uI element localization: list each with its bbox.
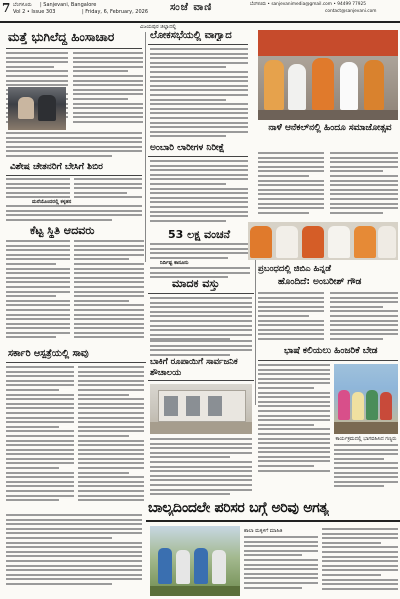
article-text (258, 152, 324, 224)
section-label: ವಿಜಯಪುರ ಜಿಲ್ಲಾದಲ್ಲಿ (140, 24, 177, 30)
event-photo (258, 30, 398, 120)
article-text (6, 514, 142, 594)
headline: ಮಾದಕ ವಸ್ತು (172, 277, 220, 290)
article-text (258, 292, 324, 350)
school-photo (334, 364, 398, 434)
contact-line: ಬೆಂಗಳೂರು • sanjevanimedia@gmail.com • 94499 77925 (250, 2, 366, 7)
article-text (150, 160, 248, 230)
headline: ಅಂಬಾರಿ ಲಾರೀಗಳ ನಿರೀಕ್ಷೆ (150, 143, 225, 153)
article-text (330, 292, 398, 350)
masthead-logo: ಸಂಜೆ ವಾಣಿ (170, 2, 213, 13)
article-text (330, 152, 398, 224)
headline: ಭಾಷೆ ಕಲಿಯಲು ಹಿಂಜರಿಕೆ ಬೇಡ (284, 346, 378, 356)
toilet-photo (150, 384, 252, 434)
column-rule (145, 32, 146, 262)
headline: ಕೆಟ್ಟ ಸ್ಥಿತಿ ಆದವರು (30, 224, 95, 237)
volume-label: Vol 2 • Issue 303 (13, 9, 56, 15)
article-text (74, 178, 142, 204)
headline: 53 ಲಕ್ಷ ವಂಚನೆ (168, 228, 231, 241)
page-number: 7 (2, 1, 11, 15)
headline: ಹೊಂದಿದೆ: ಅಂಬರೀಶ್ ಗೌಡ (278, 277, 362, 287)
subheading: ಮನೆಯೊಂದರಲ್ಲಿ ಕಳ್ಳತನ (32, 199, 72, 205)
headline: ಸರ್ಕಾರಿ ಆಸ್ಪತ್ರೆಯಲ್ಲಿ ಸಾವು (8, 348, 89, 359)
masthead-rule (0, 21, 400, 23)
headline: ಬಾಕಿಗೆ ರೂಪಾಯಿಗೆ ಸಾರ್ವಜನಿಕ ಶೌಚಾಲಯ (150, 357, 238, 378)
article-text (6, 205, 142, 223)
contact-line-2: contact@sanjevani.com (325, 9, 377, 14)
photo-caption: ಶಾಲಾ ಮಕ್ಕಳಿಗೆ ಮಾಹಿತಿ (244, 528, 283, 534)
article-text (334, 444, 398, 500)
group-photo (248, 222, 398, 260)
article-text (78, 366, 144, 512)
article-text (150, 48, 248, 144)
article-text (150, 438, 252, 500)
headline: ಲೋಕಸಭೆಯಲ್ಲಿ ವಾಗ್ವಾದ (150, 30, 232, 41)
article-text (6, 366, 74, 512)
masthead (0, 0, 400, 22)
headline: ಬಾಲ್ಯದಿಂದಲೇ ಪರಿಸರ ಬಗ್ಗೆ ಅರಿವು ಅಗತ್ಯ (148, 500, 329, 516)
headline: ಮತ್ತೆ ಭುಗಿಲೆದ್ದ ಹಿಂಸಾಚಾರ (8, 30, 115, 44)
article-text (244, 536, 318, 596)
article-text (6, 240, 70, 348)
date-label: | Friday, 6, February, 2026 (82, 9, 149, 15)
location-label: | Sanjevani, Bangalore (40, 2, 97, 8)
city-name: ಬೆಂಗಳೂರು (13, 2, 32, 8)
headline: ನಾಳೆ ಆನೆಕಲ್‌ನಲ್ಲಿ ಹಿಂದೂ ಸಮಾಜೋತ್ಸವ (268, 123, 392, 133)
article-text (322, 528, 398, 596)
headline: ಪ್ರಬಂಧದಲ್ಲಿ ಜಿಬಿಎ ಹಿನ್ನಡೆ (258, 264, 332, 274)
photo-caption: ಕಾರ್ಯಕ್ರಮದಲ್ಲಿ ಭಾಗವಹಿಸಿದ ಗಣ್ಯರು (335, 436, 397, 442)
article-photo (8, 87, 66, 130)
subheading: ನಿರ್ದಿಷ್ಟ ಕಾನೂನು (160, 260, 189, 266)
article-text (74, 240, 144, 348)
headline: ವಿಶೇಷ ಚೇತನರಿಗೆ ಬೇಸಿಗೆ ಶಿಬಿರ (10, 162, 103, 172)
feature-photo (150, 526, 240, 596)
article-text (258, 364, 330, 484)
column-rule (255, 255, 256, 405)
article-text (6, 132, 142, 158)
article-text (150, 297, 252, 343)
article-text (73, 52, 143, 130)
